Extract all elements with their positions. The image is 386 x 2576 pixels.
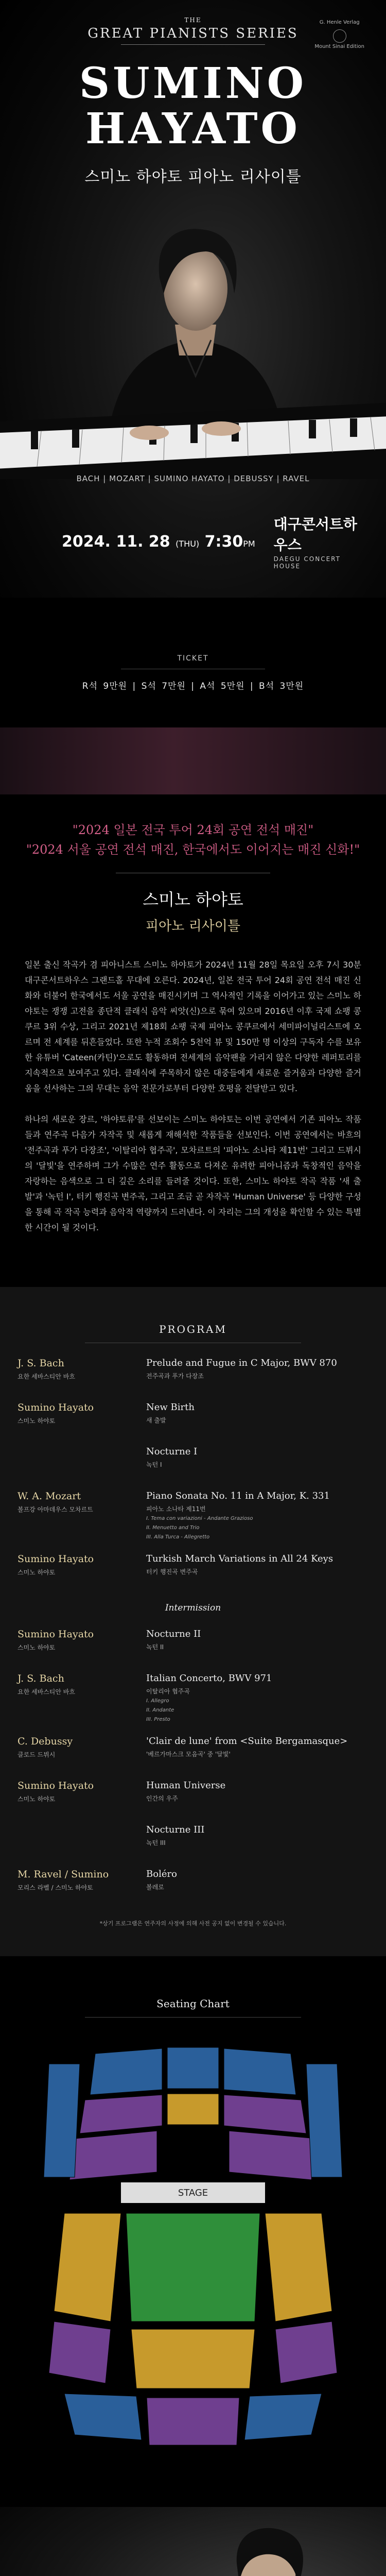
seat-block-s	[265, 2213, 332, 2321]
sponsor-seal-icon	[333, 29, 346, 43]
program-composer	[17, 1673, 146, 1723]
intro-paragraph: 일본 출신 작곡가 겸 피아니스트 스미노 하야토가 2024년 11월 28일 목요일 오후 7시 30분 대구콘서트하우스 그랜드홀 무대에 오른다. 2024년, 일본 전국 투어 24회 공연 전석 매진 신화와 더불어 한국에서도 서울 공연을 매진시키며 그 역사적인 기록을 이어가고 있는 스미노 하야토는 쟁쟁 고전을 종단적 클래식 음악 씨앗(신)으로 묶여 있으며 2016년 이후 국제 쇼팽 콩쿠르 3위 수상, 그리고 2021년 제18회 쇼팽 국제 피아노 콩쿠르에서 세미파이널리스트에 오르며 전 세계를 뒤흔들었다. 또한 누적 조회수 5천억 뷰 및 150만 명 이상의 구독자 수를 보유한 유튜버 'Cateen(카틴)'으로도 활동하며 전세계의 음악팬을 가리지 않은 다양한 레퍼토리를 지속적으로 보여주고 있다. 클래식에 주목하지 않은 대중들에게 새로운 즐거움과 다양한 즐거움을 선사하는 그의 무대는 음악 전문가로부터 다양한 호평을 전달받고 있다.	[25, 960, 361, 1093]
program-item	[0, 1824, 386, 1856]
ticket-prices: R석 9만원 | S석 7만원 | A석 5만원 | B석 3만원	[82, 681, 304, 691]
seat-block-a	[224, 2095, 306, 2133]
seat-block-b	[224, 2048, 296, 2095]
seat-block-b	[167, 2047, 219, 2089]
work-title-ko: 녹턴 III	[146, 1839, 166, 1846]
composer-name-ko: 요한 세바스티안 바흐	[17, 1688, 75, 1696]
movement: II. Menuetto and Trio	[146, 1525, 200, 1531]
seat-block-b	[90, 2048, 162, 2095]
program-composer	[17, 1824, 146, 1856]
seat-block-s	[167, 2094, 219, 2125]
work-title-ko: 터키 행진곡 변주곡	[146, 1568, 198, 1575]
seat-block-b	[306, 2064, 342, 2177]
venue-ko: 대구콘서트하우스	[273, 516, 357, 553]
work-title: Prelude and Fugue in C Major, BWV 870	[146, 1358, 337, 1368]
pianist-photo-2	[0, 2507, 386, 2576]
seat-block-s	[54, 2213, 121, 2321]
composer-name-ko: 요한 세바스티안 바흐	[17, 1373, 75, 1380]
work-title-ko: 피아노 소나타 제11번	[146, 1505, 206, 1513]
intro-subtitle: 피아노 리사이틀	[145, 919, 241, 934]
composer-name: C. Debussy	[17, 1736, 73, 1747]
composer-name: Sumino Hayato	[17, 1629, 94, 1640]
seat-block-a	[147, 2398, 239, 2445]
composer-name: Sumino Hayato	[17, 1780, 94, 1791]
hero-title-line1: SUMINO	[79, 59, 307, 108]
program-composer	[17, 1780, 146, 1812]
intro-quote	[25, 820, 361, 859]
sponsor-logo	[314, 19, 364, 50]
program-work	[146, 1824, 204, 1856]
program-composer	[17, 1553, 146, 1585]
program-label: PROGRAM	[159, 1323, 227, 1335]
program-item	[0, 1629, 386, 1660]
composer-name-ko: 스미노 하야토	[17, 1644, 56, 1651]
composer-name-ko: 모리스 라벨 / 스미노 하야토	[17, 1884, 93, 1891]
work-title-ko: '베르가마스크 모음곡' 중 '달빛'	[146, 1751, 231, 1758]
intro-paragraph: 하나의 새로운 장르, '하야토류'를 선보이는 스미노 하야토는 이번 공연에서 기존 피아노 작품들과 연주곡 다음가 자작곡 및 새롭게 재해석한 작품들을 선보인다. 이번 공연에서는 바흐의 '전주곡과 푸가 다장조', '이탈리아 협주곡', 모차르트의 '피아노 소나타 제11번' 그리고 드뷔시의 '달빛'을 연주하며 그가 수많은 연주 활동으로 다져온 유려한 피아니즘과 독창적인 음악을 자랑하는 음색으로 그 더 깊은 소리를 들려줄 것이다. 또한, 스미노 하야토 작곡 작품 '새 출발'과 '녹턴 I', 터키 행진곡 변주곡, 그리고 조금 곧 자작곡 'Human Universe' 등 다양한 구성을 통해 곡 작곡 능력과 음악적 역량까지 드러낸다. 이 자리는 그의 개성을 확인할 수 있는 특별한 시간이 될 것이다.	[25, 1114, 361, 1232]
program-composer	[17, 1736, 146, 1768]
composer-name-ko: 스미노 하야토	[17, 1569, 56, 1576]
work-title-ko: 새 출발	[146, 1417, 166, 1424]
day-text: (THU)	[176, 538, 200, 549]
concert-date	[62, 533, 255, 551]
hero-title-line2: HAYATO	[85, 104, 301, 154]
work-title: Piano Sonata No. 11 in A Major, K. 331	[146, 1490, 330, 1501]
accent-band	[0, 727, 386, 794]
program-work	[146, 1446, 197, 1478]
composer-name: J. S. Bach	[17, 1673, 64, 1684]
hero-title	[0, 59, 386, 154]
program-work	[146, 1553, 333, 1585]
program-part-1	[0, 1358, 386, 1598]
date-text: 2024. 11. 28	[62, 532, 170, 551]
work-title: Nocturne II	[146, 1629, 201, 1639]
quote-line-1: "2024 일본 전국 투어 24회 공연 전석 매진"	[72, 823, 314, 837]
hero-subtitle: 스미노 하야토 피아노 리사이틀	[84, 168, 302, 186]
work-title-ko: 인간의 우주	[146, 1795, 178, 1802]
lower-seat-blocks	[49, 2213, 337, 2445]
program-work	[146, 1736, 347, 1768]
piano-keyboard	[0, 392, 386, 479]
seat-block-a	[80, 2095, 162, 2133]
upper-seat-blocks	[44, 2047, 342, 2180]
composer-name-ko: 클로드 드뷔시	[17, 1751, 56, 1758]
program-item	[0, 1446, 386, 1478]
quote-line-2: "2024 서울 공연 전석 매진, 한국에서도 이어지는 매진 신화!"	[26, 842, 360, 857]
stage-label: STAGE	[178, 2188, 208, 2198]
composer-list: BACH | MOZART | SUMINO HAYATO | DEBUSSY | RAVEL	[76, 474, 310, 483]
work-title: Human Universe	[146, 1780, 226, 1791]
work-title: 'Clair de lune' from <Suite Bergamasque>	[146, 1736, 348, 1747]
seat-block-s	[131, 2329, 255, 2388]
program-composer	[17, 1402, 146, 1434]
work-title: New Birth	[146, 1402, 195, 1413]
movement: II. Andante	[146, 1707, 174, 1713]
work-title-ko: 볼레로	[146, 1884, 164, 1891]
venue-en: DAEGU CONCERT HOUSE	[273, 555, 341, 570]
sponsor-sub: Mount Sinai Edition	[314, 44, 364, 49]
logo-the: THE	[184, 16, 202, 24]
seating-chart	[33, 2033, 353, 2476]
program-work	[146, 1490, 330, 1541]
program-composer	[17, 1869, 146, 1901]
seat-block-b	[244, 2394, 322, 2440]
seat-block-a	[49, 2321, 111, 2383]
movement: I. Allegro	[146, 1698, 169, 1704]
program-work	[146, 1629, 201, 1660]
program-item	[0, 1673, 386, 1723]
program-composer	[17, 1490, 146, 1541]
program-item	[0, 1869, 386, 1901]
program-work	[146, 1869, 177, 1901]
composer-name: J. S. Bach	[17, 1358, 64, 1369]
seating-rule	[85, 2017, 301, 2018]
logo-rule	[121, 44, 265, 45]
composer-name: Sumino Hayato	[17, 1402, 94, 1413]
logo-series: GREAT PIANISTS SERIES	[87, 26, 299, 41]
composer-name: W. A. Mozart	[17, 1490, 81, 1502]
work-title: Italian Concerto, BWV 971	[146, 1673, 272, 1684]
work-title-ko: 전주곡과 푸가 다장조	[146, 1372, 204, 1380]
work-title: Nocturne I	[146, 1446, 198, 1457]
venue	[274, 513, 365, 570]
work-title: Turkish March Variations in All 24 Keys	[146, 1553, 334, 1564]
composer-name: M. Ravel / Sumino	[17, 1869, 109, 1880]
composer-name: Sumino Hayato	[17, 1553, 94, 1565]
seat-block-b	[64, 2394, 142, 2440]
work-title: Nocturne III	[146, 1824, 205, 1835]
intro-title: 스미노 하야토	[143, 890, 243, 909]
program-work	[146, 1358, 337, 1389]
seat-block-b	[44, 2064, 80, 2177]
seat-block-a	[229, 2131, 317, 2180]
seat-block-a	[275, 2321, 337, 2383]
program-item	[0, 1402, 386, 1434]
program-item	[0, 1736, 386, 1768]
time-text: 7:30	[204, 532, 243, 551]
program-work	[146, 1402, 195, 1434]
program-section	[0, 1287, 386, 1956]
program-part-2	[0, 1629, 386, 1913]
composer-name-ko: 스미노 하야토	[17, 1795, 56, 1803]
seating-label: Seating Chart	[156, 1997, 230, 2010]
seating-section	[0, 1956, 386, 2507]
movement: III. Presto	[146, 1717, 170, 1722]
date-venue-row	[62, 513, 365, 570]
program-item	[0, 1490, 386, 1541]
program-work	[146, 1780, 225, 1812]
program-composer	[17, 1358, 146, 1389]
seat-block-a	[69, 2131, 157, 2180]
work-title-ko: 녹턴 I	[146, 1461, 162, 1468]
hero-section	[0, 0, 386, 598]
sponsor-name: G. Henle Verlag	[319, 20, 360, 25]
movement: I. Tema con variazioni - Andante Grazioso	[146, 1516, 253, 1521]
program-work	[146, 1673, 272, 1723]
work-title-ko: 이탈리아 협주곡	[146, 1688, 190, 1695]
program-note: *상기 프로그램은 연주자의 사정에 의해 사전 공지 없이 변경될 수 있습니다.	[99, 1920, 287, 1927]
movement: III. Alla Turca - Allegretto	[146, 1534, 210, 1540]
intermission-label: Intermission	[165, 1603, 221, 1613]
intro-section	[0, 794, 386, 1287]
program-item	[0, 1553, 386, 1585]
work-title-ko: 녹턴 II	[146, 1643, 164, 1651]
seat-block-r	[126, 2213, 260, 2321]
program-item	[0, 1358, 386, 1389]
program-composer	[17, 1629, 146, 1660]
program-item	[0, 1780, 386, 1812]
pianist-playing-image	[0, 2507, 386, 2576]
ticket-label: TICKET	[177, 654, 209, 663]
program-composer	[17, 1446, 146, 1478]
composer-name-ko: 볼프강 아마데우스 모차르트	[17, 1506, 93, 1513]
time-suffix: PM	[243, 538, 255, 549]
composer-name-ko: 스미노 하야토	[17, 1417, 56, 1425]
work-title: Boléro	[146, 1869, 177, 1879]
ticket-section	[0, 598, 386, 727]
